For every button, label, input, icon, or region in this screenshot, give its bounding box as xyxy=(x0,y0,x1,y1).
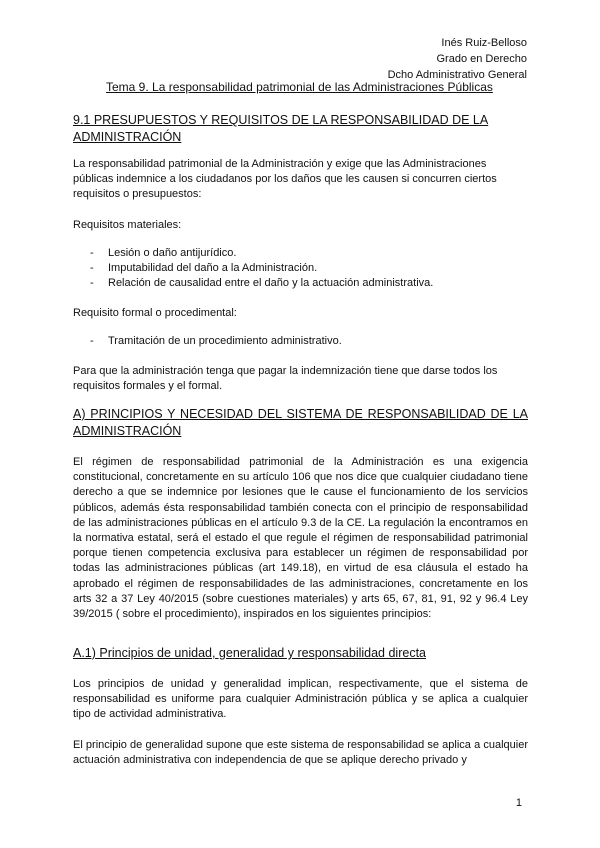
closing-paragraph: Para que la administración tenga que pagar la indemnización tiene que darse todos los requisitos formales y el formal. xyxy=(73,365,498,393)
page-number: 1 xyxy=(515,797,522,809)
list-item: - Tramitación de un procedimiento administrativo. xyxy=(90,335,342,347)
subsection-heading-unidad: A.1) Principios de unidad, generalidad y responsabilidad directa xyxy=(73,646,426,660)
page-title: Tema 9. La responsabilidad patrimonial de las Administraciones Públicas xyxy=(106,80,493,94)
header-author: Inés Ruiz-Belloso xyxy=(441,37,527,49)
generalidad-paragraph: El principio de generalidad supone que este sistema de responsabilidad se aplica a cualquier actuación administrativa con independencia de que se aplique derecho privado y xyxy=(73,739,528,767)
formal-requirement-label: Requisito formal o procedimental: xyxy=(73,307,237,319)
list-item: - Lesión o daño antijurídico. xyxy=(90,247,237,259)
list-item: - Imputabilidad del daño a la Administración. xyxy=(90,262,318,274)
intro-paragraph: La responsabilidad patrimonial de la Administración y exige que las Administraciones públicas indemnice a los ciudadanos por los daños que les causen si concurren ciertos requisitos o presupuestos: xyxy=(73,158,497,201)
header-degree: Grado en Derecho xyxy=(436,53,527,65)
section-heading-principios: A) PRINCIPIOS Y NECESIDAD DEL SISTEMA DE RESPONSABILIDAD DE LA ADMINISTRACIÓN xyxy=(73,407,528,438)
list-item: - Relación de causalidad entre el daño y la actuación administrativa. xyxy=(90,277,434,289)
unidad-paragraph: Los principios de unidad y generalidad implican, respectivamente, que el sistema de responsabilidad es uniforme para cualquier Administración pública y se aplica a cualquier tipo de actividad administrativa. xyxy=(73,678,528,721)
regimen-paragraph: El régimen de responsabilidad patrimonial de la Administración es una exigencia constitucional, concretamente en su artículo 106 que nos dice que cualquier ciudadano tiene derecho a que se indemnice por lesiones que le cause el funcionamiento de los servicios públicos, además ésta responsabilidad también conecta con el principio de responsabilidad de las administraciones públicas en el artículo 9.3 de la CE. La regulación la encontramos en la normativa estatal, será el estado el que regule el régimen de responsabilidad patrimonial porque tienen competencia exclusiva para establecer un régimen de responsabilidad por todas las administraciones públicas (art 149.18), en virtud de esa cláusula el estado ha aprobado el régimen de responsabilidades de las administraciones, concretamente en los arts 32 a 37 Ley 40/2015 (sobre cuestiones materiales) y arts 65, 67, 81, 91, 92 y 96.4 Ley 39/2015 ( sobre el procedimiento), inspirados en los siguientes principios: xyxy=(73,456,528,621)
header-course: Dcho Administrativo General xyxy=(387,69,527,81)
section-heading-presupuestos: 9.1 PRESUPUESTOS Y REQUISITOS DE LA RESPONSABILIDAD DE LA ADMINISTRACIÓN xyxy=(73,113,489,144)
material-requirements-label: Requisitos materiales: xyxy=(73,219,182,231)
